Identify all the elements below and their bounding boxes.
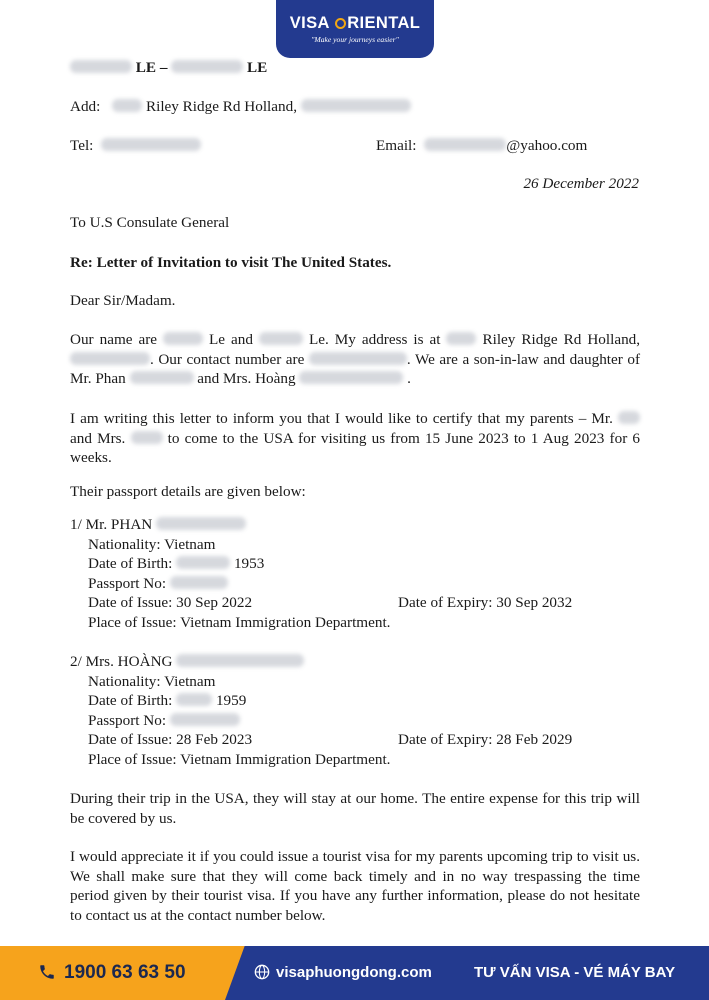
paragraph-intro: Our name are Le and Le. My address is at Riley Ridge Rd Holland, . Our contact number are . We are a son-in-law and daughter of Mr. Phan and Mrs. Hoàng . (70, 331, 641, 388)
redacted-text (170, 713, 240, 726)
redacted-text (170, 576, 228, 589)
redacted-text (70, 352, 150, 365)
redacted-text (176, 693, 212, 706)
globe-icon (254, 964, 270, 980)
redacted-text (171, 60, 243, 73)
letter-date: 26 December 2022 (523, 175, 639, 192)
redacted-text (112, 99, 142, 112)
redacted-text (131, 431, 163, 444)
redacted-text (70, 60, 132, 73)
subject-line: Re: Letter of Invitation to visit The United States. (70, 254, 392, 271)
redacted-text (618, 411, 640, 424)
redacted-text (446, 332, 476, 345)
sender-contact: Tel: Email: @yahoo.com (70, 137, 588, 154)
footer-phone[interactable]: 1900 63 63 50 (38, 962, 186, 984)
redacted-text (156, 517, 246, 530)
paragraph-purpose: I am writing this letter to inform you that I would like to certify that my parents – Mr. and Mrs. to come to the USA for visiting us from 15 June 2023 to 1 Aug 2023 for 6 weeks. (70, 410, 640, 467)
redacted-text (176, 556, 230, 569)
redacted-text (424, 138, 506, 151)
brand-tagline: "Make your journeys easier" (311, 35, 399, 44)
footer-banner (0, 946, 709, 1000)
paragraph-stay: During their trip in the USA, they will stay at our home. The entire expense for this trip will be covered by us. (70, 790, 640, 827)
redacted-text (309, 352, 407, 365)
paragraph-request: I would appreciate it if you could issue a tourist visa for my parents upcoming trip to visit us. We shall make sure that they will come back timely and in no way trespassing the time period given by their tourist visa. If you have any further information, please do not hesitate to contact us at the contact number below. (70, 848, 640, 924)
passport-block-father: 1/ Mr. PHAN Nationality: Vietnam Date of Birth: 1953 Passport No: Date of Issue: 30 Sep 2022 Date of Expiry: 30 Sep 2032 Place of Issue: Vietnam Immigration Department. (70, 516, 573, 631)
passport-block-mother: 2/ Mrs. HOÀNG Nationality: Vietnam Date of Birth: 1959 Passport No: Date of Issue: 28 Feb 2023 Date of Expiry: 28 Feb 2029 Place of Issue: Vietnam Immigration Department. (70, 653, 573, 768)
brand-name: VISA RIENTAL (289, 14, 421, 32)
salutation: Dear Sir/Madam. (70, 292, 176, 309)
footer-website[interactable]: visaphuongdong.com (254, 964, 432, 981)
redacted-text (176, 654, 304, 667)
redacted-text (130, 371, 194, 384)
sender-name: LE – LE (70, 58, 640, 78)
brand-o-icon (335, 18, 346, 29)
redacted-text (301, 99, 411, 112)
sender-address: Add: Riley Ridge Rd Holland, (70, 97, 640, 117)
phone-icon (38, 963, 56, 981)
redacted-text (259, 332, 303, 345)
brand-logo (276, 0, 434, 58)
footer-service: TƯ VẤN VISA - VÉ MÁY BAY (474, 964, 676, 981)
passport-intro: Their passport details are given below: (70, 483, 306, 500)
redacted-text (101, 138, 201, 151)
redacted-text (299, 371, 403, 384)
recipient: To U.S Consulate General (70, 214, 230, 231)
redacted-text (163, 332, 203, 345)
